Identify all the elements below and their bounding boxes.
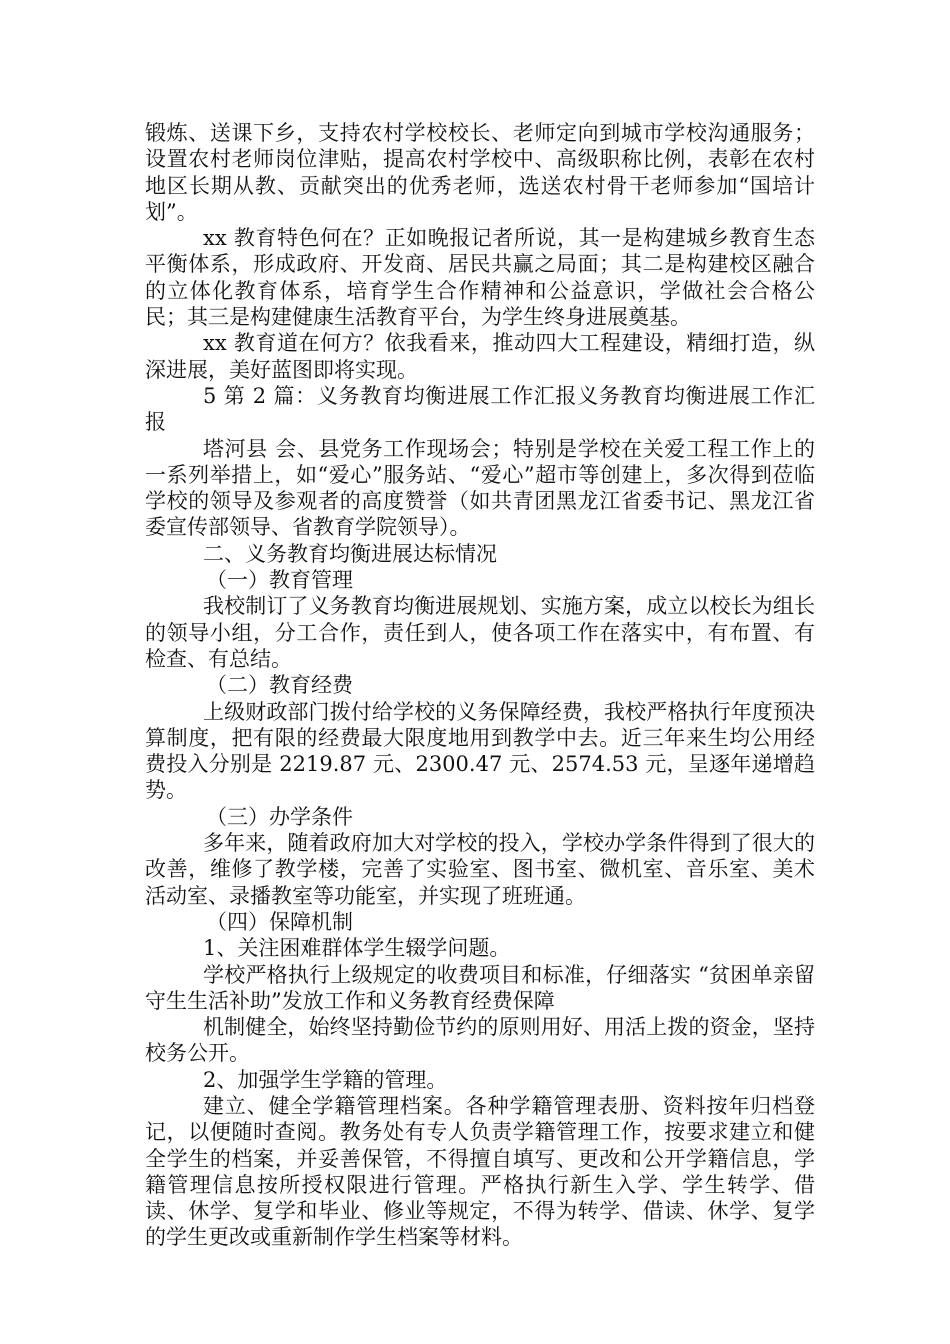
paragraph-education-path: xx 教育道在何方？依我看来，推动四大工程建设，精细打造，纵深进展，美好蓝图即将实现。 xyxy=(145,331,815,382)
paragraph-fund-usage: 机制健全，始终坚持勤俭节约的原则用好、用活上拨的资金，坚持校务公开。 xyxy=(145,1015,815,1066)
heading-education-management: （一）教育管理 xyxy=(206,568,353,593)
paragraph-tahe-county: 塔河县 会、县党务工作现场会；特别是学校在关爱工程工作上的一系列举措上，如“爱心”服务站、“爱心”超市等创建上，多次得到莅临学校的领导及参观者的高度赞誉（如共青团黑龙江省委书记、黑龙江省委宣传部领导、省教育学院领导）。 xyxy=(145,436,815,540)
paragraph-education-features: xx 教育特色何在？正如晚报记者所说，其一是构建城乡教育生态平衡体系，形成政府、开发商、居民共赢之局面；其二是构建校区融合的立体化教育体系，培育学生合作精神和公益意识，学做社会合格公民；其三是构建健康生活教育平台，为学生终身进展奠基。 xyxy=(145,226,815,330)
paragraph-fee-standards: 学校严格执行上级规定的收费项目和标准，仔细落实 “贫困单亲留守生生活补助”发放工作和义务教育经费保障 xyxy=(145,962,815,1013)
heading-student-records: 2、加强学生学籍的管理。 xyxy=(203,1067,448,1092)
paragraph-school-improvements: 多年来，随着政府加大对学校的投入，学校办学条件得到了很大的改善，维修了教学楼，完善了实验室、图书室、微机室、音乐室、美术活动室、录播教室等功能室，并实现了班班通。 xyxy=(145,831,815,908)
paragraph-rural-teachers: 锻炼、送课下乡，支持农村学校校长、老师定向到城市学校沟通服务；设置农村老师岗位津贴，提高农村学校中、高级职称比例，表彰在农村地区长期从教、贡献突出的优秀老师，选送农村骨干老师参加“国培计划”。 xyxy=(145,121,815,224)
section-title-chapter-2: 5 第 2 篇：义务教育均衡进展工作汇报义务教育均衡进展工作汇报 xyxy=(145,383,815,435)
paragraph-records-management: 建立、健全学籍管理档案。各种学籍管理表册、资料按年归档登记，以便随时查阅。教务处有专人负责学籍管理工作，按要求建立和健全学生的档案，并妥善保管，不得擅自填写、更改和公开学籍信息，学籍管理信息按所授权限进行管理。严格执行新生入学、学生转学、借读、休学、复学和毕业、修业等规定，不得为转学、借读、休学、复学的学生更改或重新制作学生档案等材料。 xyxy=(145,1093,815,1250)
document-body xyxy=(145,120,815,1251)
heading-support-mechanism: （四）保障机制 xyxy=(206,909,353,934)
paragraph-funding-details: 上级财政部门拨付给学校的义务保障经费，我校严格执行年度预决算制度，把有限的经费最大限度地用到教学中去。近三年来生均公用经费投入分别是 2219.87 元、2300.47 元、2574.53 元，呈逐年递增趋势。 xyxy=(145,699,815,803)
paragraph-management-plan: 我校制订了义务教育均衡进展规划、实施方案，成立以校长为组长的领导小组，分工合作，责任到人，使各项工作在落实中，有布置、有检查、有总结。 xyxy=(145,594,815,671)
heading-education-funding: （二）教育经费 xyxy=(206,673,353,698)
heading-dropout-concern: 1、关注困难群体学生辍学问题。 xyxy=(203,936,511,961)
heading-compliance-status: 二、义务教育均衡进展达标情况 xyxy=(203,541,497,566)
heading-school-conditions: （三）办学条件 xyxy=(206,804,353,829)
